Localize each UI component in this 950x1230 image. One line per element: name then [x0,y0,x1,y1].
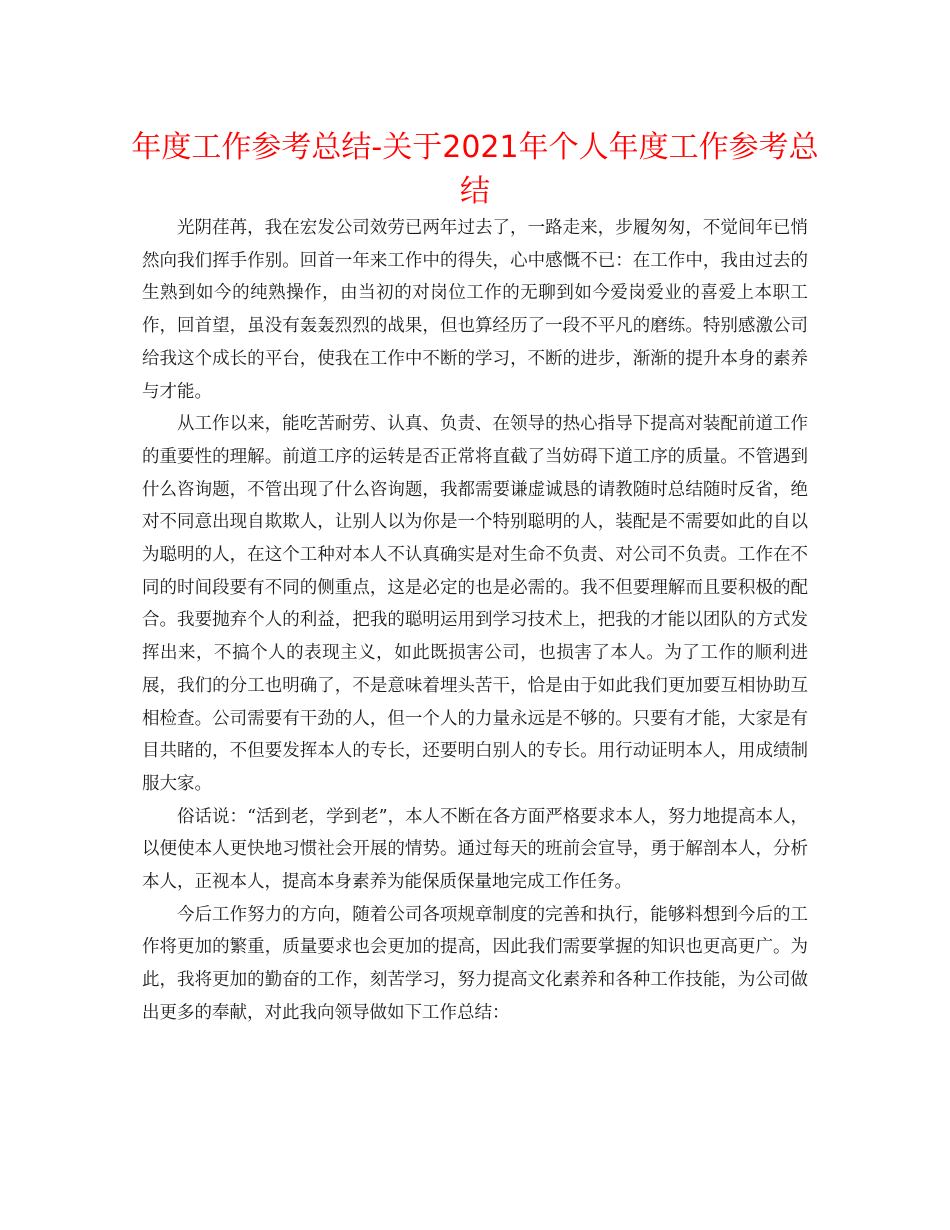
paragraph-1: 光阴荏苒，我在宏发公司效劳已两年过去了，一路走来，步履匆匆，不觉间年已悄然向我们挥手作别。回首一年来工作中的得失，心中感慨不已：在工作中，我由过去的生熟到如今的纯熟操作，由当初的对岗位工作的无聊到如今爱岗爱业的喜爱上本职工作，回首望，虽没有轰轰烈烈的战果，但也算经历了一段不平凡的磨练。特别感激公司给我这个成长的平台，使我在工作中不断的学习，不断的进步，渐渐的提升本身的素养与才能。 [142,218,808,402]
paragraph-4: 今后工作努力的方向，随着公司各项规章制度的完善和执行，能够料想到今后的工作将更加的繁重，质量要求也会更加的提高，因此我们需要掌握的知识也更高更广。为此，我将更加的勤奋的工作，刻苦学习，努力提高文化素养和各种工作技能，为公司做出更多的奉献，对此我向领导做如下工作总结： [142,904,808,1023]
document-body [142,212,808,1030]
paragraph-3: 俗话说：“活到老，学到老”，本人不断在各方面严格要求本人，努力地提高本人，以便使本人更快地习惯社会开展的情势。通过每天的班前会宣导，勇于解剖本人，分析本人，正视本人，提高本身素养为能保质保量地完成工作任务。 [142,806,808,893]
page-title: 年度工作参考总结-关于2021年个人年度工作参考总结 [131,130,819,209]
paragraph-2: 从工作以来，能吃苦耐劳、认真、负责、在领导的热心指导下提高对装配前道工作的重要性的理解。前道工序的运转是否正常将直截了当妨碍下道工序的质量。不管遇到什么咨询题，不管出现了什么咨询题，我都需要谦虚诚恳的请教随时总结随时反省，绝对不同意出现自欺欺人，让别人以为你是一个特别聪明的人，装配是不需要如此的自以为聪明的人，在这个工种对本人不认真确实是对生命不负责、对公司不负责。工作在不同的时间段要有不同的侧重点，这是必定的也是必需的。我不但要理解而且要积极的配合。我要抛弃个人的利益，把我的聪明运用到学习技术上，把我的才能以团队的方式发挥出来，不搞个人的表现主义，如此既损害公司，也损害了本人。为了工作的顺利进展，我们的分工也明确了，不是意味着埋头苦干，恰是由于如此我们更加要互相协助互相检查。公司需要有干劲的人，但一个人的力量永远是不够的。只要有才能，大家是有目共睹的，不但要发挥本人的专长，还要明白别人的专长。用行动证明本人，用成绩制服大家。 [142,414,808,794]
